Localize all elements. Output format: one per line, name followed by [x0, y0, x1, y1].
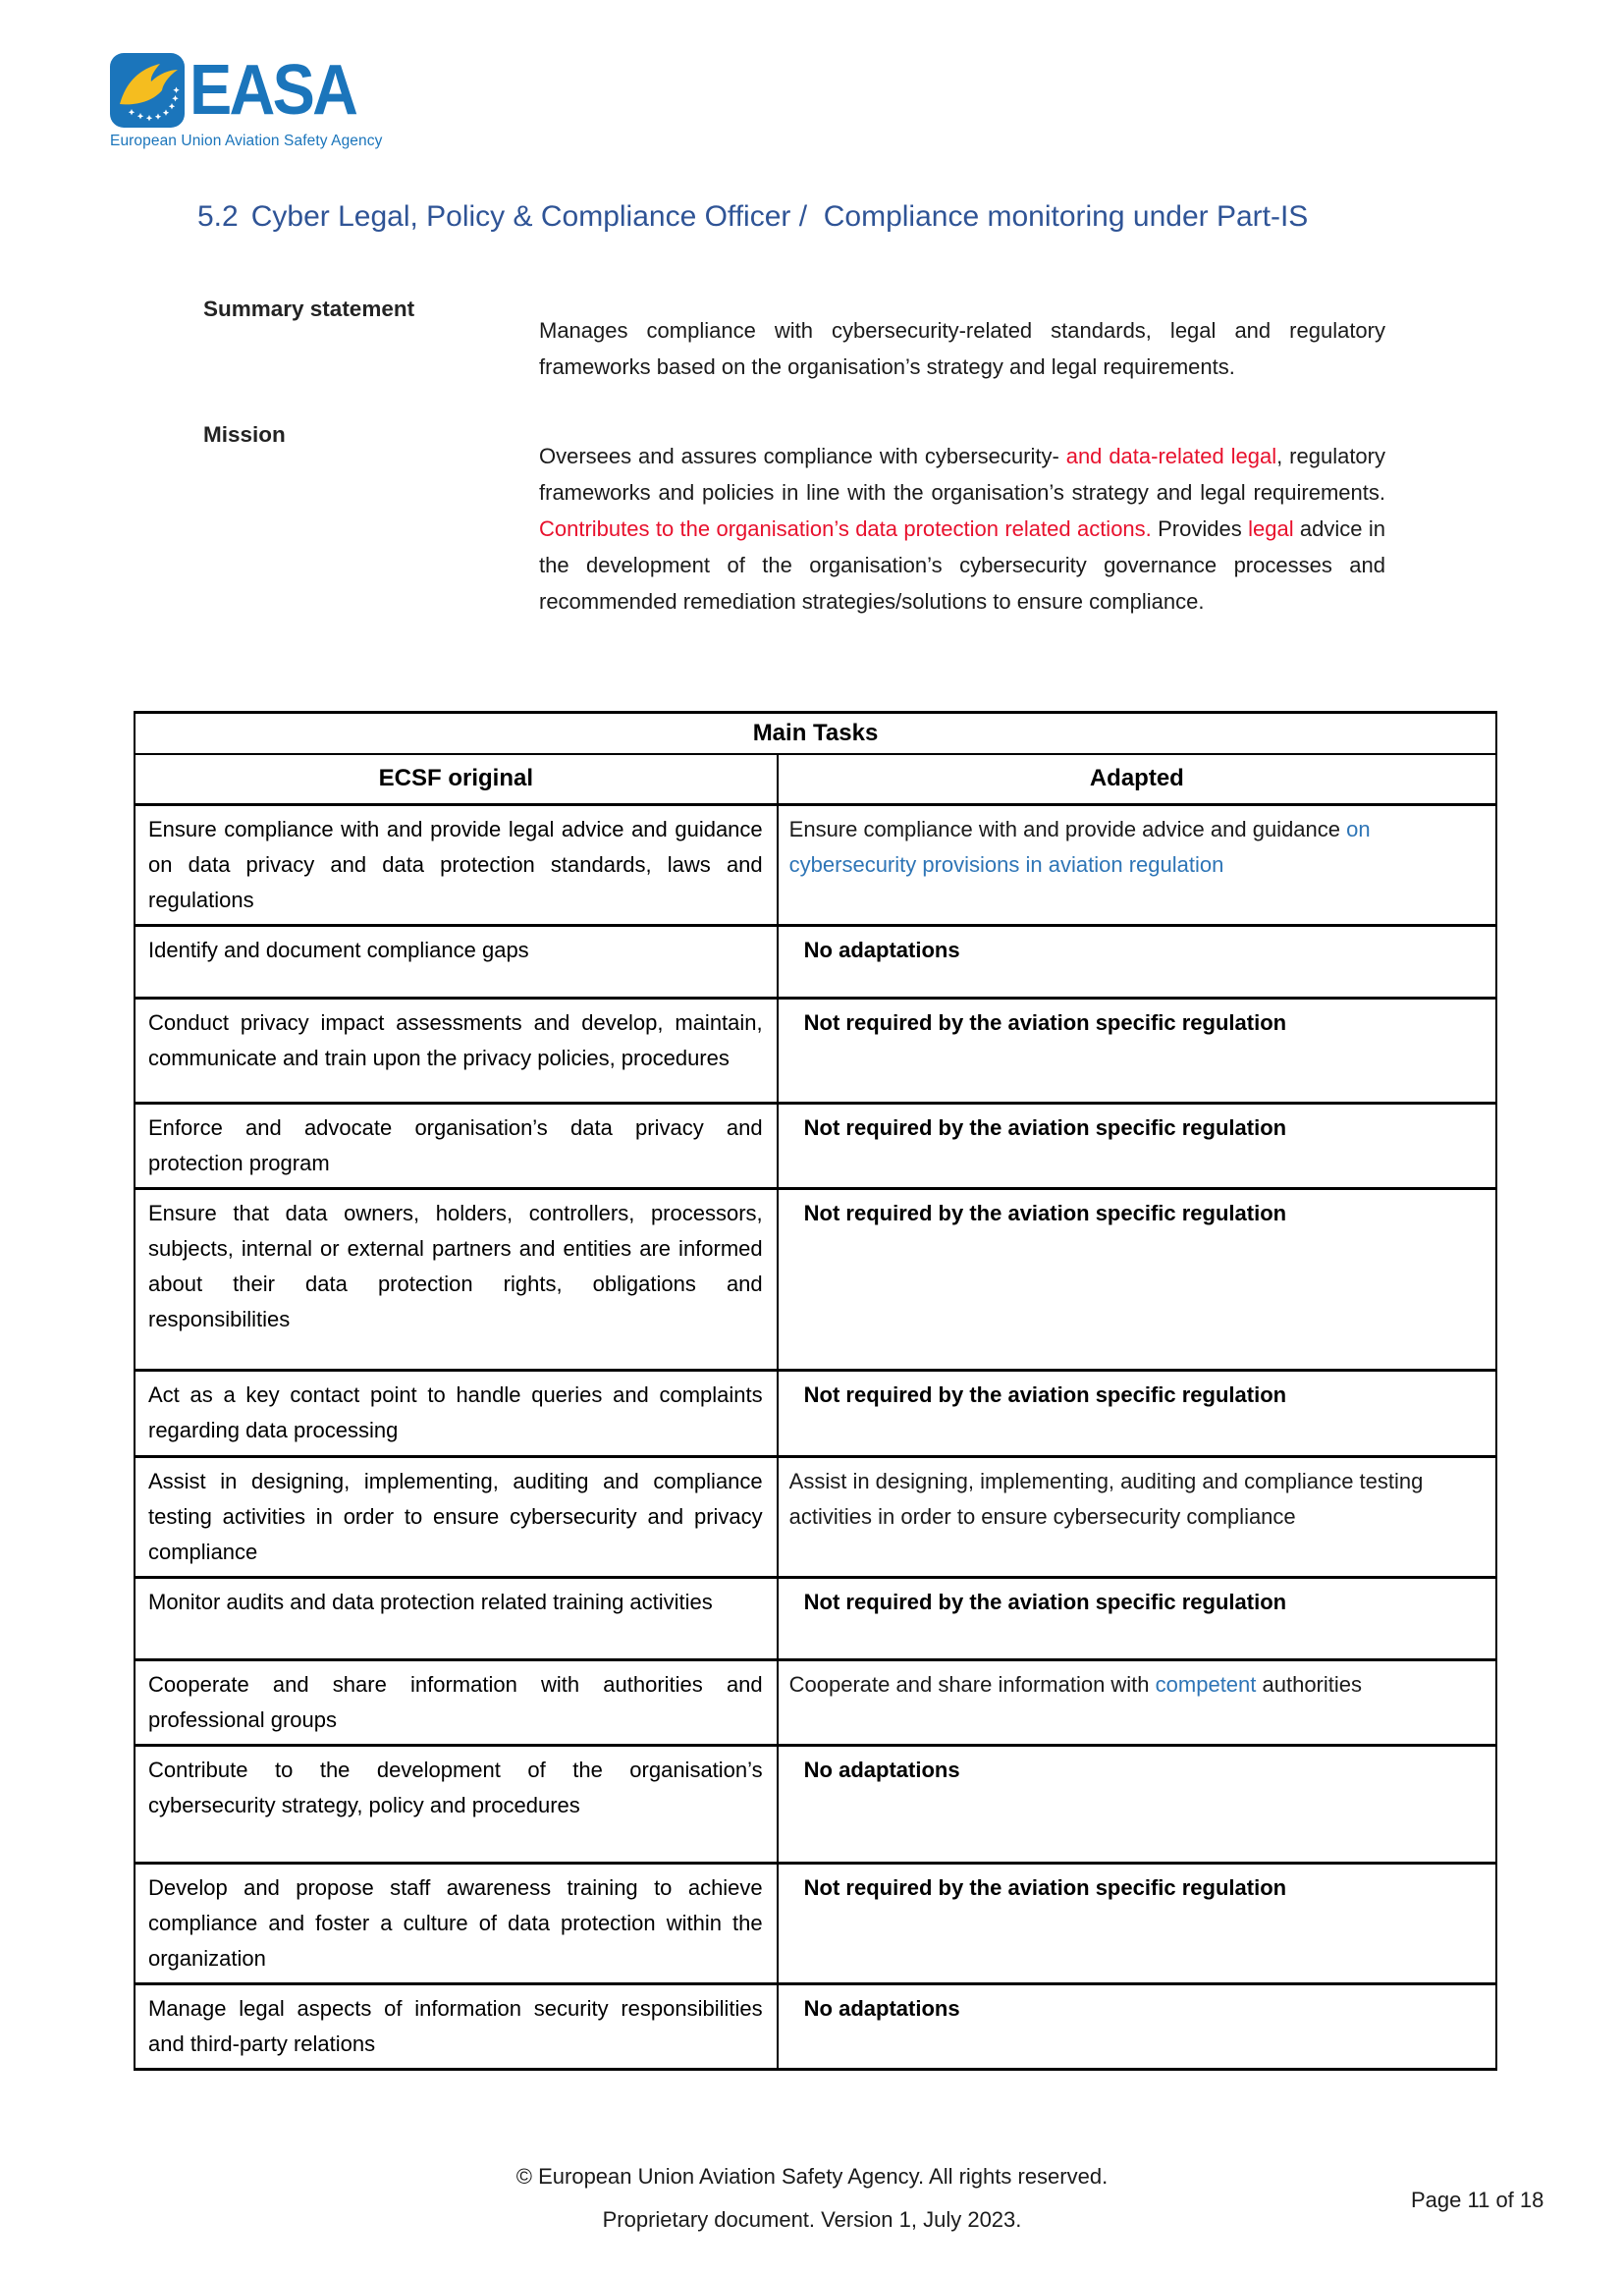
mission-label: Mission — [203, 422, 286, 447]
mission-text-segment: advice in the development of the organisation’s cybersecurity governance processes and recommended remediation strategies/solutions to ensure compliance. — [539, 516, 1385, 614]
mission-text — [539, 438, 1385, 620]
adapted-cell — [778, 999, 1496, 1104]
table-title-row — [135, 713, 1496, 754]
section-heading — [197, 200, 1308, 234]
table-row — [135, 1660, 1496, 1746]
ecsf-original-cell: Contribute to the development of the organisation’s cybersecurity strategy, policy and procedures — [135, 1746, 778, 1864]
table-row — [135, 1104, 1496, 1189]
adapted-cell-segment: No adaptations — [803, 1758, 960, 1782]
easa-logo — [110, 53, 382, 150]
adapted-cell — [778, 1371, 1496, 1457]
ecsf-original-cell: Act as a key contact point to handle queries and complaints regarding data processing — [135, 1371, 778, 1457]
adapted-cell-segment: Cooperate and share information with — [788, 1672, 1156, 1697]
ecsf-original-cell: Assist in designing, implementing, auditing and compliance testing activities in order to ensure cybersecurity and privacy compliance — [135, 1457, 778, 1578]
ecsf-original-cell: Ensure compliance with and provide legal advice and guidance on data privacy and data protection standards, laws and regulations — [135, 805, 778, 926]
column-header-adapted: Adapted — [778, 754, 1496, 805]
adapted-cell-segment: on cybersecurity provisions in aviation regulation — [788, 817, 1371, 877]
adapted-cell-segment: Not required by the aviation specific regulation — [803, 1010, 1287, 1035]
ecsf-original-cell: Cooperate and share information with authorities and professional groups — [135, 1660, 778, 1746]
adapted-cell-segment: Not required by the aviation specific regulation — [803, 1875, 1287, 1900]
main-tasks-table — [134, 711, 1497, 2071]
adapted-cell — [778, 926, 1496, 999]
adapted-cell-segment: Not required by the aviation specific regulation — [803, 1201, 1287, 1225]
ecsf-original-cell: Identify and document compliance gaps — [135, 926, 778, 999]
mission-text-segment: Provides — [1151, 516, 1249, 541]
adapted-cell — [778, 1578, 1496, 1660]
main-tasks-body — [135, 805, 1496, 2070]
adapted-cell — [778, 805, 1496, 926]
section-title: Cyber Legal, Policy & Compliance Officer / Compliance monitoring under Part-IS — [250, 200, 1309, 233]
table-row — [135, 926, 1496, 999]
page-number: Page 11 of 18 — [1411, 2188, 1544, 2212]
adapted-cell-segment: No adaptations — [803, 938, 960, 962]
mission-text-segment: Oversees and assures compliance with cybersecurity- — [539, 444, 1066, 468]
adapted-cell — [778, 1984, 1496, 2070]
adapted-cell-segment: Ensure compliance with and provide advice and guidance — [788, 817, 1347, 841]
table-row — [135, 999, 1496, 1104]
ecsf-original-cell: Develop and propose staff awareness training to achieve compliance and foster a culture of data protection within the organization — [135, 1864, 778, 1984]
table-row — [135, 1189, 1496, 1371]
table-row — [135, 1864, 1496, 1984]
section-number: 5.2 — [197, 200, 239, 233]
footer-version: Proprietary document. Version 1, July 2023. — [602, 2207, 1022, 2232]
easa-bird-icon — [110, 53, 185, 128]
table-row — [135, 1984, 1496, 2070]
mission-text-segment: and data-related legal — [1065, 444, 1277, 468]
table-row — [135, 1457, 1496, 1578]
summary-statement-label: Summary statement — [203, 297, 415, 321]
adapted-cell-segment: Not required by the aviation specific regulation — [803, 1115, 1287, 1140]
easa-tagline: European Union Aviation Safety Agency — [110, 133, 383, 149]
adapted-cell — [778, 1104, 1496, 1189]
adapted-cell — [778, 1457, 1496, 1578]
footer-copyright: © European Union Aviation Safety Agency. All rights reserved. — [515, 2164, 1109, 2189]
adapted-cell-segment: authorities — [1256, 1672, 1363, 1697]
column-header-ecsf: ECSF original — [135, 754, 778, 805]
adapted-cell-segment: Not required by the aviation specific regulation — [803, 1590, 1287, 1614]
ecsf-original-cell: Ensure that data owners, holders, controllers, processors, subjects, internal or external partners and entities are informed about their data protection rights, obligations and responsibilities — [135, 1189, 778, 1371]
ecsf-original-cell: Enforce and advocate organisation’s data privacy and protection program — [135, 1104, 778, 1189]
adapted-cell-segment: Assist in designing, implementing, auditing and compliance testing activities in order to ensure cybersecurity compliance — [788, 1469, 1424, 1529]
adapted-cell-segment: competent — [1155, 1672, 1257, 1697]
ecsf-original-cell: Manage legal aspects of information security responsibilities and third-party relations — [135, 1984, 778, 2070]
summary-statement-text: Manages compliance with cybersecurity-related standards, legal and regulatory frameworks based on the organisation’s strategy and legal requirements. — [539, 318, 1385, 379]
table-row — [135, 1746, 1496, 1864]
table-row — [135, 1371, 1496, 1457]
table-title: Main Tasks — [135, 713, 1496, 754]
mission-text-segment: , regulatory frameworks and policies in line with the organisation’s strategy and legal requirements. — [539, 444, 1385, 505]
mission-text-segment: Contributes to the organisation’s data protection related actions. — [539, 516, 1152, 541]
table-row — [135, 805, 1496, 926]
adapted-cell — [778, 1660, 1496, 1746]
adapted-cell-segment: No adaptations — [803, 1996, 960, 2021]
ecsf-original-cell: Monitor audits and data protection related training activities — [135, 1578, 778, 1660]
adapted-cell — [778, 1189, 1496, 1371]
mission-text-segment: legal — [1248, 516, 1294, 541]
adapted-cell-segment: Not required by the aviation specific regulation — [803, 1382, 1287, 1407]
adapted-cell — [778, 1864, 1496, 1984]
ecsf-original-cell: Conduct privacy impact assessments and develop, maintain, communicate and train upon the privacy policies, procedures — [135, 999, 778, 1104]
table-row — [135, 1578, 1496, 1660]
adapted-cell — [778, 1746, 1496, 1864]
table-header-row — [135, 754, 1496, 805]
easa-wordmark: EASA — [189, 51, 356, 130]
